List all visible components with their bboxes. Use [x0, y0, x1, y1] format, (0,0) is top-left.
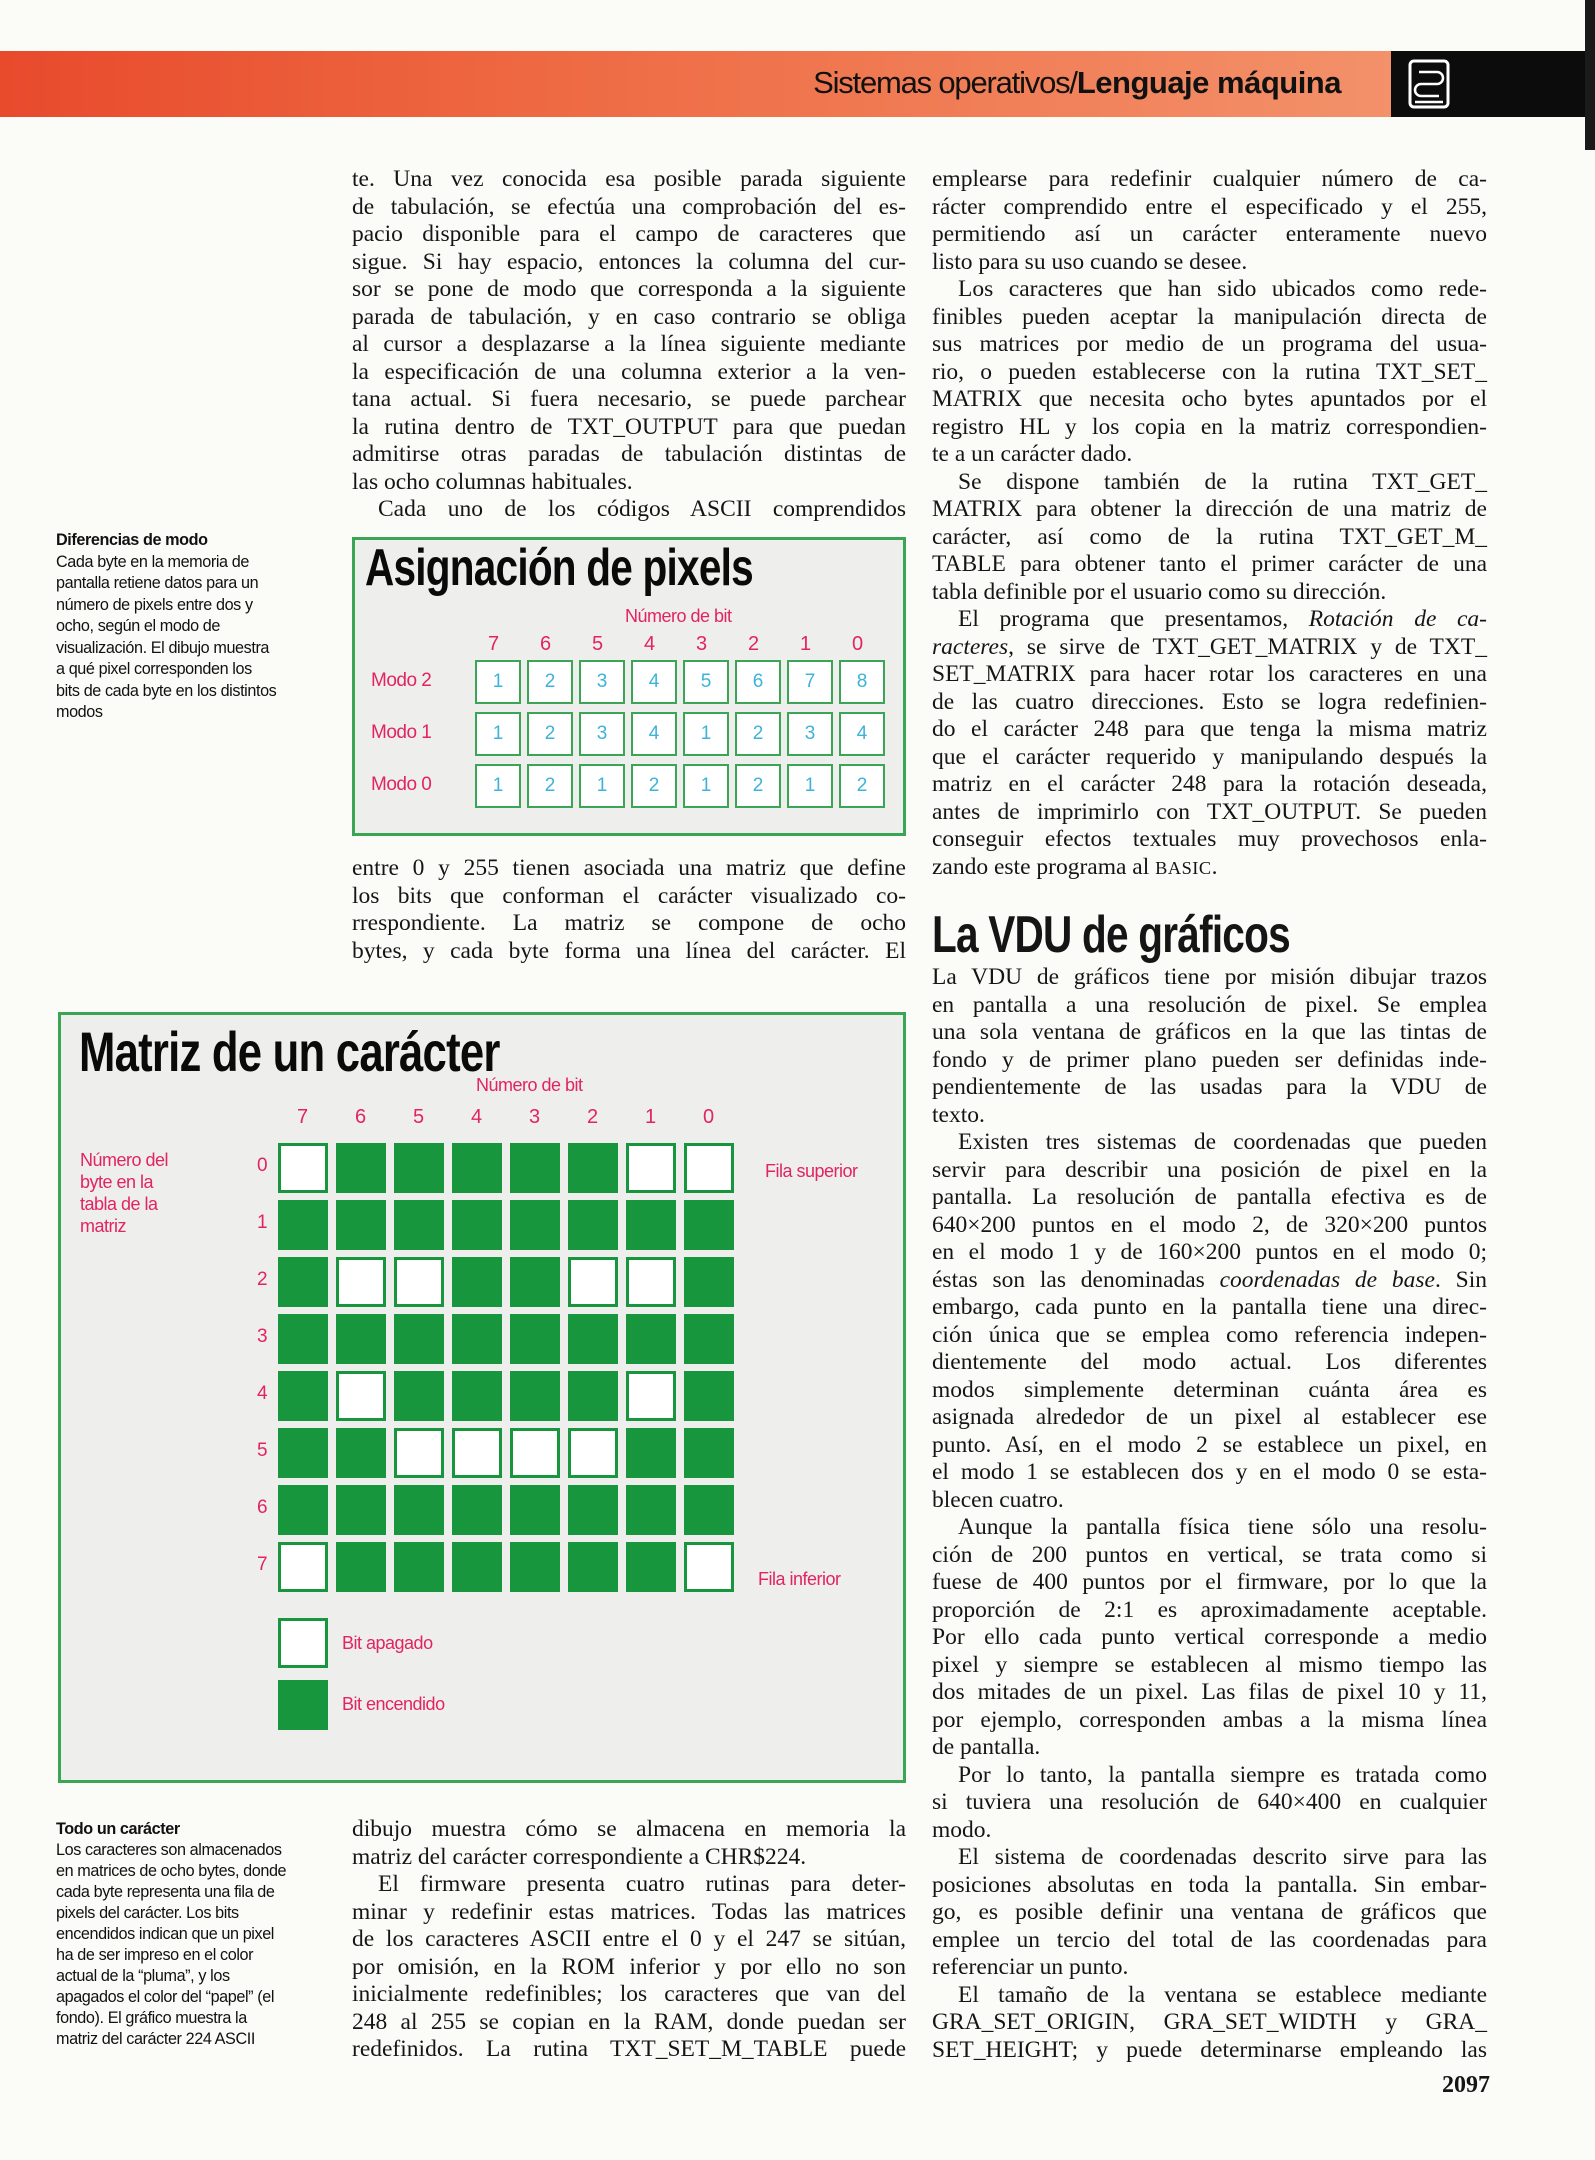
pixel-cell: 5 — [683, 660, 729, 704]
caption-line: matriz del carácter 224 ASCII — [56, 2030, 255, 2048]
text-line: pendientemente de las usadas para la VDU de — [932, 1074, 1487, 1100]
text-line: 640×200 puntos en el modo 2, de 320×200 puntos — [932, 1211, 1487, 1238]
body-text-right-bottom — [932, 964, 1487, 2064]
bit-off-cell — [394, 1428, 444, 1478]
text-line: conseguir efectos textuales muy provechosos enla- — [932, 826, 1487, 852]
text-line: listo para su uso cuando se desee. — [932, 248, 1248, 275]
text-line: El tamaño de la ventana se establece mediante — [958, 1981, 1487, 2008]
pixel-cell: 1 — [579, 764, 625, 808]
bit-on-cell — [684, 1371, 734, 1421]
bit-on-cell — [452, 1485, 502, 1535]
caption-diferencias-de-modo — [56, 530, 326, 724]
text-segment: . — [1211, 853, 1218, 880]
bit-off-cell — [684, 1143, 734, 1193]
text-line: de las cuatro direcciones. Esto se logra redefinien- — [932, 688, 1487, 715]
text-segment: éstas son las denominadas — [932, 1266, 1220, 1293]
bit-on-cell — [394, 1200, 444, 1250]
bit-on-cell — [452, 1542, 502, 1592]
pixel-cell: 1 — [683, 764, 729, 808]
bit-off-cell — [336, 1371, 386, 1421]
text-line: te a un carácter dado. — [932, 441, 1133, 467]
text-line: asignada alrededor de un pixel al establecer ese — [932, 1404, 1487, 1430]
bit-number: 2 — [587, 1106, 598, 1128]
bit-number: 4 — [644, 633, 655, 655]
bit-number: 3 — [696, 633, 707, 655]
bit-on-cell — [394, 1485, 444, 1535]
text-segment: zando este programa al — [932, 853, 1156, 880]
caption-line: a qué pixel corresponden los — [56, 660, 252, 678]
text-line: bytes, y cada byte forma una línea del carácter. El — [352, 937, 906, 964]
bit-on-cell — [626, 1314, 676, 1364]
text-line: Los caracteres que han sido ubicados como rede- — [958, 276, 1487, 302]
bit-number: 0 — [703, 1106, 714, 1128]
pixel-cell: 2 — [527, 660, 573, 704]
body-text-middle-bottom — [352, 1816, 906, 2064]
text-line: emplee un tercio del total de las coordenadas para — [932, 1926, 1487, 1953]
text-line: rio, o pueden establecerse con la rutina TXT_SET_ — [932, 358, 1487, 385]
pixel-cell: 2 — [527, 712, 573, 756]
bit-axis-label: Número de bit — [476, 1075, 583, 1095]
text-line — [932, 606, 1487, 634]
text-line: redefinidos. La rutina TXT_SET_M_TABLE puede — [352, 2036, 906, 2062]
text-line: Cada uno de los códigos ASCII comprendidos — [378, 496, 906, 522]
text-line: el modo 1 se establecen dos y en el modo 0 se esta- — [932, 1459, 1487, 1485]
text-segment: , se sirve de TXT_GET_MATRIX y de TXT_ — [1008, 633, 1487, 660]
bit-on-cell — [626, 1542, 676, 1592]
pixel-cell: 4 — [839, 712, 885, 756]
bit-on-cell — [510, 1314, 560, 1364]
text-line: pixel y siempre se establecen al mismo tiempo las — [932, 1651, 1487, 1678]
byte-number: 2 — [257, 1269, 268, 1290]
bit-number: 1 — [645, 1106, 656, 1128]
text-line: dibujo muestra cómo se almacena en memoria la — [352, 1816, 906, 1842]
byte-number: 0 — [257, 1155, 268, 1176]
text-line: te. Una vez conocida esa posible parada siguiente — [352, 166, 906, 192]
bit-number: 7 — [488, 633, 499, 655]
text-line: texto. — [932, 1101, 985, 1128]
byte-number: 7 — [257, 1554, 268, 1575]
mode-label: Modo 2 — [371, 670, 432, 691]
mode-label: Modo 0 — [371, 774, 432, 795]
byte-number: 3 — [257, 1326, 268, 1347]
subject-name: Lenguaje máquina — [1076, 65, 1341, 100]
bit-on-cell — [510, 1371, 560, 1421]
text-line: en el modo 1 y de 160×200 puntos en el modo 0; — [932, 1239, 1487, 1265]
pixel-cell: 6 — [735, 660, 781, 704]
bit-number: 4 — [471, 1106, 482, 1128]
text-line: Por lo tanto, la pantalla siempre es tratada como — [958, 1761, 1487, 1788]
bit-on-cell — [684, 1314, 734, 1364]
caption-line: apagados el color del “papel” (el — [56, 1988, 275, 2006]
text-line: servir para describir una posición de pixel en la — [932, 1156, 1487, 1183]
text-line: El sistema de coordenadas descrito sirve para las — [958, 1844, 1487, 1870]
italic-text: racteres — [932, 633, 1009, 660]
text-line: sor se pone de modo que corresponda a la siguiente — [352, 276, 906, 302]
body-text-middle-top — [352, 166, 906, 524]
text-line: tana actual. Si fuera necesario, se puede parchear — [352, 386, 906, 412]
text-line: fuese de 400 puntos por el firmware, por lo que la — [932, 1569, 1487, 1595]
text-line: por ejemplo, corresponden ambas a la misma línea — [932, 1706, 1487, 1733]
text-line: fondo y de primer plano pueden ser definidas inde- — [932, 1046, 1487, 1073]
text-line: inicialmente redefinibles; los caracteres que van del — [352, 1981, 906, 2007]
text-line: dos mitades de un pixel. Las filas de pixel 10 y 11, — [932, 1679, 1487, 1705]
bit-on-cell — [336, 1485, 386, 1535]
bit-on-cell — [568, 1485, 618, 1535]
caption-line: pixels del carácter. Los bits — [56, 1904, 239, 1922]
pixel-cell: 8 — [839, 660, 885, 704]
pixel-cell: 2 — [735, 712, 781, 756]
text-line: TABLE para obtener tanto el primer carácter de una — [932, 551, 1487, 577]
bit-off-cell — [568, 1257, 618, 1307]
diagram-title: Matriz de un carácter — [79, 1020, 500, 1083]
text-line: Aunque la pantalla física tiene sólo una resolu- — [958, 1514, 1487, 1540]
pixel-cell: 2 — [527, 764, 573, 808]
legend-on-swatch — [278, 1680, 328, 1730]
body-text-middle-center — [352, 855, 906, 965]
text-line: pacio disponible para el campo de caracteres que — [352, 221, 906, 247]
bit-on-cell — [394, 1371, 444, 1421]
bit-off-cell — [278, 1542, 328, 1592]
text-line: dientemente del modo actual. Los diferentes — [932, 1349, 1487, 1375]
text-line: que el carácter requerido y manipulando después la — [932, 743, 1487, 770]
bit-off-cell — [510, 1428, 560, 1478]
bit-off-cell — [684, 1542, 734, 1592]
text-line: matriz en el carácter 248 para la rotación deseada, — [932, 771, 1487, 797]
caption-line: ha de ser impreso en el color — [56, 1946, 254, 1964]
pixel-cell: 2 — [735, 764, 781, 808]
caption-line: en matrices de ocho bytes, donde — [56, 1862, 287, 1880]
italic-text: coordenadas de base — [1219, 1266, 1435, 1293]
pixel-cell: 2 — [839, 764, 885, 808]
pixel-cell: 4 — [631, 660, 677, 704]
bit-number: 2 — [748, 633, 759, 655]
bit-on-cell — [336, 1314, 386, 1364]
text-line: MATRIX para obtener la dirección de una matriz de — [932, 496, 1487, 522]
text-line: proporción de 2:1 es aproximadamente aceptable. — [932, 1596, 1487, 1623]
pixel-cell: 1 — [787, 764, 833, 808]
caption-line: pantalla retiene datos para un — [56, 574, 259, 592]
text-line: de los caracteres ASCII entre el 0 y el 247 se sitúan, — [352, 1926, 906, 1952]
bit-on-cell — [336, 1542, 386, 1592]
bit-number: 5 — [413, 1106, 424, 1128]
text-line: tabla definible por el usuario como su dirección. — [932, 578, 1387, 605]
text-line: rrespondiente. La matriz se compone de ocho — [352, 910, 906, 936]
text-line: modos simplemente determinan cuánta área es — [932, 1376, 1487, 1403]
bit-on-cell — [510, 1143, 560, 1193]
byte-axis-line: tabla de la — [80, 1194, 158, 1214]
bit-number: 6 — [540, 633, 551, 655]
text-line: las ocho columnas habituales. — [352, 468, 633, 495]
text-line: de pantalla. — [932, 1734, 1041, 1760]
text-line: parada de tabulación, y en caso contrario se obliga — [352, 303, 906, 330]
text-line: do el carácter 248 para que tenga la misma matriz — [932, 716, 1487, 742]
bit-axis-label: Número de bit — [625, 606, 732, 626]
italic-text: Rotación de ca- — [1308, 606, 1488, 632]
caption-line: encendidos indican que un pixel — [56, 1925, 274, 1943]
text-line: registro HL y los copia en la matriz correspondien- — [932, 413, 1487, 440]
legend-on-label: Bit encendido — [342, 1694, 445, 1714]
text-line: MATRIX que necesita ocho bytes apuntados por el — [932, 386, 1487, 412]
bit-on-cell — [626, 1200, 676, 1250]
bit-on-cell — [510, 1485, 560, 1535]
byte-number: 5 — [257, 1440, 268, 1461]
caption-line: modos — [56, 703, 103, 721]
bit-number: 0 — [852, 633, 863, 655]
byte-axis-label — [80, 1149, 168, 1237]
bit-on-cell — [394, 1542, 444, 1592]
text-line: la rutina dentro de TXT_OUTPUT para que puedan — [352, 413, 906, 440]
bit-off-cell — [394, 1257, 444, 1307]
bit-on-cell — [684, 1200, 734, 1250]
text-line: permitiendo así un carácter enteramente nuevo — [932, 221, 1487, 247]
page-edge — [1585, 0, 1595, 150]
caption-line: cada byte representa una fila de — [56, 1883, 275, 1901]
bit-number: 3 — [529, 1106, 540, 1128]
text-line: SET_HEIGHT; y puede determinarse empleando las — [932, 2036, 1487, 2063]
text-line: matriz del carácter correspondiente a CHR$224. — [352, 1843, 807, 1870]
bit-on-cell — [510, 1542, 560, 1592]
text-line: pantalla. La resolución de pantalla efectiva es de — [932, 1184, 1487, 1210]
text-line: El firmware presenta cuatro rutinas para deter- — [378, 1871, 906, 1897]
bit-on-cell — [452, 1200, 502, 1250]
bit-on-cell — [278, 1371, 328, 1421]
bit-on-cell — [394, 1314, 444, 1364]
diagram-title: Asignación de pixels — [365, 539, 753, 597]
text-line: minar y redefinir estas matrices. Todas las matrices — [352, 1898, 906, 1925]
text-line — [932, 1267, 1487, 1295]
bit-on-cell — [568, 1143, 618, 1193]
text-line: finibles pueden aceptar la manipulación directa de — [932, 303, 1487, 330]
text-line: emplearse para redefinir cualquier número de ca- — [932, 166, 1487, 192]
bit-number: 1 — [800, 633, 811, 655]
bit-off-cell — [568, 1428, 618, 1478]
text-line: GRA_SET_ORIGIN, GRA_SET_WIDTH y GRA_ — [932, 2009, 1487, 2035]
pixel-cell: 1 — [683, 712, 729, 756]
text-line: antes de imprimirlo con TXT_OUTPUT. Se pueden — [932, 798, 1487, 825]
text-line: ción única que se emplea como referencia indepen- — [932, 1321, 1487, 1348]
text-line: ción de 200 puntos en vertical, se trata como si — [932, 1541, 1487, 1568]
bit-on-cell — [278, 1485, 328, 1535]
bit-on-cell — [626, 1485, 676, 1535]
text-line: una sola ventana de gráficos en la que las tintas de — [932, 1019, 1487, 1045]
text-line: SET_MATRIX para hacer rotar los caracteres en una — [932, 661, 1487, 687]
bit-on-cell — [452, 1143, 502, 1193]
caption-line: fondo). El gráfico muestra la — [56, 2009, 247, 2027]
pixel-cell: 1 — [475, 660, 521, 704]
section-title — [813, 65, 1341, 101]
bit-on-cell — [568, 1200, 618, 1250]
text-line: modo. — [932, 1816, 992, 1843]
bit-off-cell — [626, 1257, 676, 1307]
text-line: rácter comprendido entre el especificado y el 255, — [932, 193, 1487, 220]
text-line: entre 0 y 255 tienen asociada una matriz que define — [352, 855, 906, 881]
bit-number: 7 — [297, 1106, 308, 1128]
text-line: embargo, cada punto en la pantalla tiene una direc- — [932, 1294, 1487, 1320]
caption-todo-un-caracter — [56, 1819, 326, 2050]
bit-on-cell — [568, 1542, 618, 1592]
bit-on-cell — [568, 1371, 618, 1421]
text-line: referenciar un punto. — [932, 1954, 1129, 1980]
text-line: la especificación de una columna exterior a la ven- — [352, 358, 906, 385]
bit-on-cell — [278, 1257, 328, 1307]
caption-title: Diferencias de modo — [56, 531, 208, 549]
bit-on-cell — [684, 1257, 734, 1307]
text-segment: . Sin — [1434, 1266, 1487, 1293]
text-line: admitirse otras paradas de tabulación distintas de — [352, 441, 906, 467]
bit-on-cell — [394, 1143, 444, 1193]
caption-line: Los caracteres son almacenados — [56, 1841, 282, 1859]
caption-line: Cada byte en la memoria de — [56, 552, 249, 571]
text-line: Por ello cada punto vertical corresponde a medio — [932, 1624, 1487, 1650]
section-name: Sistemas operativos/ — [813, 65, 1077, 100]
text-line: blecen cuatro. — [932, 1486, 1064, 1513]
text-line: 248 al 255 se copian en la RAM, donde puedan ser — [352, 2008, 906, 2035]
text-line: Se dispone también de la rutina TXT_GET_ — [958, 468, 1487, 495]
pixel-cell: 3 — [579, 660, 625, 704]
bit-on-cell — [452, 1371, 502, 1421]
text-line: punto. Así, en el modo 2 se establece un pixel, en — [932, 1431, 1487, 1458]
bit-on-cell — [278, 1314, 328, 1364]
text-line: si tuviera una resolución de 640×400 en cualquier — [932, 1789, 1487, 1815]
caption-line: visualización. El dibujo muestra — [56, 638, 270, 657]
mode-label: Modo 1 — [371, 722, 432, 743]
text-line: La VDU de gráficos tiene por misión dibujar trazos — [932, 964, 1487, 990]
byte-number: 6 — [257, 1497, 268, 1518]
byte-number: 1 — [257, 1212, 268, 1233]
pixel-cell: 1 — [475, 712, 521, 756]
text-line: go, es posible definir una ventana de gráficos que — [932, 1899, 1487, 1925]
legend-off-swatch — [278, 1618, 328, 1668]
text-line — [932, 634, 1487, 662]
top-row-label: Fila superior — [765, 1161, 858, 1181]
text-segment: BASIC — [1155, 857, 1212, 878]
bit-on-cell — [510, 1200, 560, 1250]
caption-line: bits de cada byte en los distintos — [56, 681, 277, 700]
caption-line: actual de la “pluma”, y los — [56, 1967, 230, 1985]
circuit-book-icon — [1407, 58, 1451, 110]
bit-on-cell — [336, 1143, 386, 1193]
text-line: por omisión, en la ROM inferior y por ello no son — [352, 1953, 906, 1980]
bit-off-cell — [626, 1371, 676, 1421]
bit-on-cell — [336, 1428, 386, 1478]
bottom-row-label: Fila inferior — [758, 1569, 841, 1589]
bit-on-cell — [278, 1428, 328, 1478]
text-segment: El programa que presentamos, — [958, 606, 1309, 632]
bit-on-cell — [278, 1200, 328, 1250]
text-line: sigue. Si hay espacio, entonces la columna del cur- — [352, 248, 906, 275]
byte-axis-line: matriz — [80, 1216, 126, 1236]
bit-on-cell — [568, 1314, 618, 1364]
section-heading: La VDU de gráficos — [932, 906, 1290, 964]
text-line: en pantalla a una resolución de pixel. Se emplea — [932, 991, 1487, 1018]
pixel-cell: 3 — [579, 712, 625, 756]
bit-off-cell — [626, 1143, 676, 1193]
bit-off-cell — [278, 1143, 328, 1193]
byte-axis-line: byte en la — [80, 1172, 154, 1192]
bit-on-cell — [684, 1485, 734, 1535]
bit-on-cell — [510, 1257, 560, 1307]
text-line: los bits que conforman el carácter visualizado co- — [352, 882, 906, 909]
caption-title: Todo un carácter — [56, 1820, 180, 1838]
pixel-cell: 3 — [787, 712, 833, 756]
bit-on-cell — [452, 1314, 502, 1364]
bit-on-cell — [452, 1257, 502, 1307]
bit-on-cell — [626, 1428, 676, 1478]
legend-off-label: Bit apagado — [342, 1633, 433, 1653]
text-line: Existen tres sistemas de coordenadas que pueden — [958, 1129, 1487, 1155]
pixel-cell: 7 — [787, 660, 833, 704]
bit-off-cell — [452, 1428, 502, 1478]
page-number: 2097 — [1442, 2072, 1490, 2098]
caption-line: ocho, según el modo de — [56, 617, 220, 635]
section-header-band — [0, 51, 1391, 117]
pixel-assignment-diagram — [352, 537, 906, 836]
bit-number: 6 — [355, 1106, 366, 1128]
bit-on-cell — [684, 1428, 734, 1478]
text-line — [932, 854, 1487, 882]
pixel-cell: 4 — [631, 712, 677, 756]
pixel-cell: 1 — [475, 764, 521, 808]
byte-axis-line: Número del — [80, 1150, 169, 1170]
text-line: al cursor a desplazarse a la línea siguiente mediante — [352, 331, 906, 357]
text-line: carácter, así como de la rutina TXT_GET_M_ — [932, 523, 1487, 550]
byte-number: 4 — [257, 1383, 268, 1404]
header-icon-block — [1391, 51, 1595, 117]
pixel-cell: 2 — [631, 764, 677, 808]
text-line: posiciones absolutas en toda la pantalla. Sin embar- — [932, 1871, 1487, 1898]
character-matrix-diagram — [58, 1012, 906, 1783]
body-text-right-top — [932, 166, 1487, 881]
bit-off-cell — [336, 1257, 386, 1307]
text-line: sus matrices por medio de un programa del usua- — [932, 331, 1487, 357]
caption-line: número de pixels entre dos y — [56, 595, 253, 614]
bit-on-cell — [336, 1200, 386, 1250]
bit-number: 5 — [592, 633, 603, 655]
text-line: de tabulación, se efectúa una comprobación del es- — [352, 193, 906, 220]
